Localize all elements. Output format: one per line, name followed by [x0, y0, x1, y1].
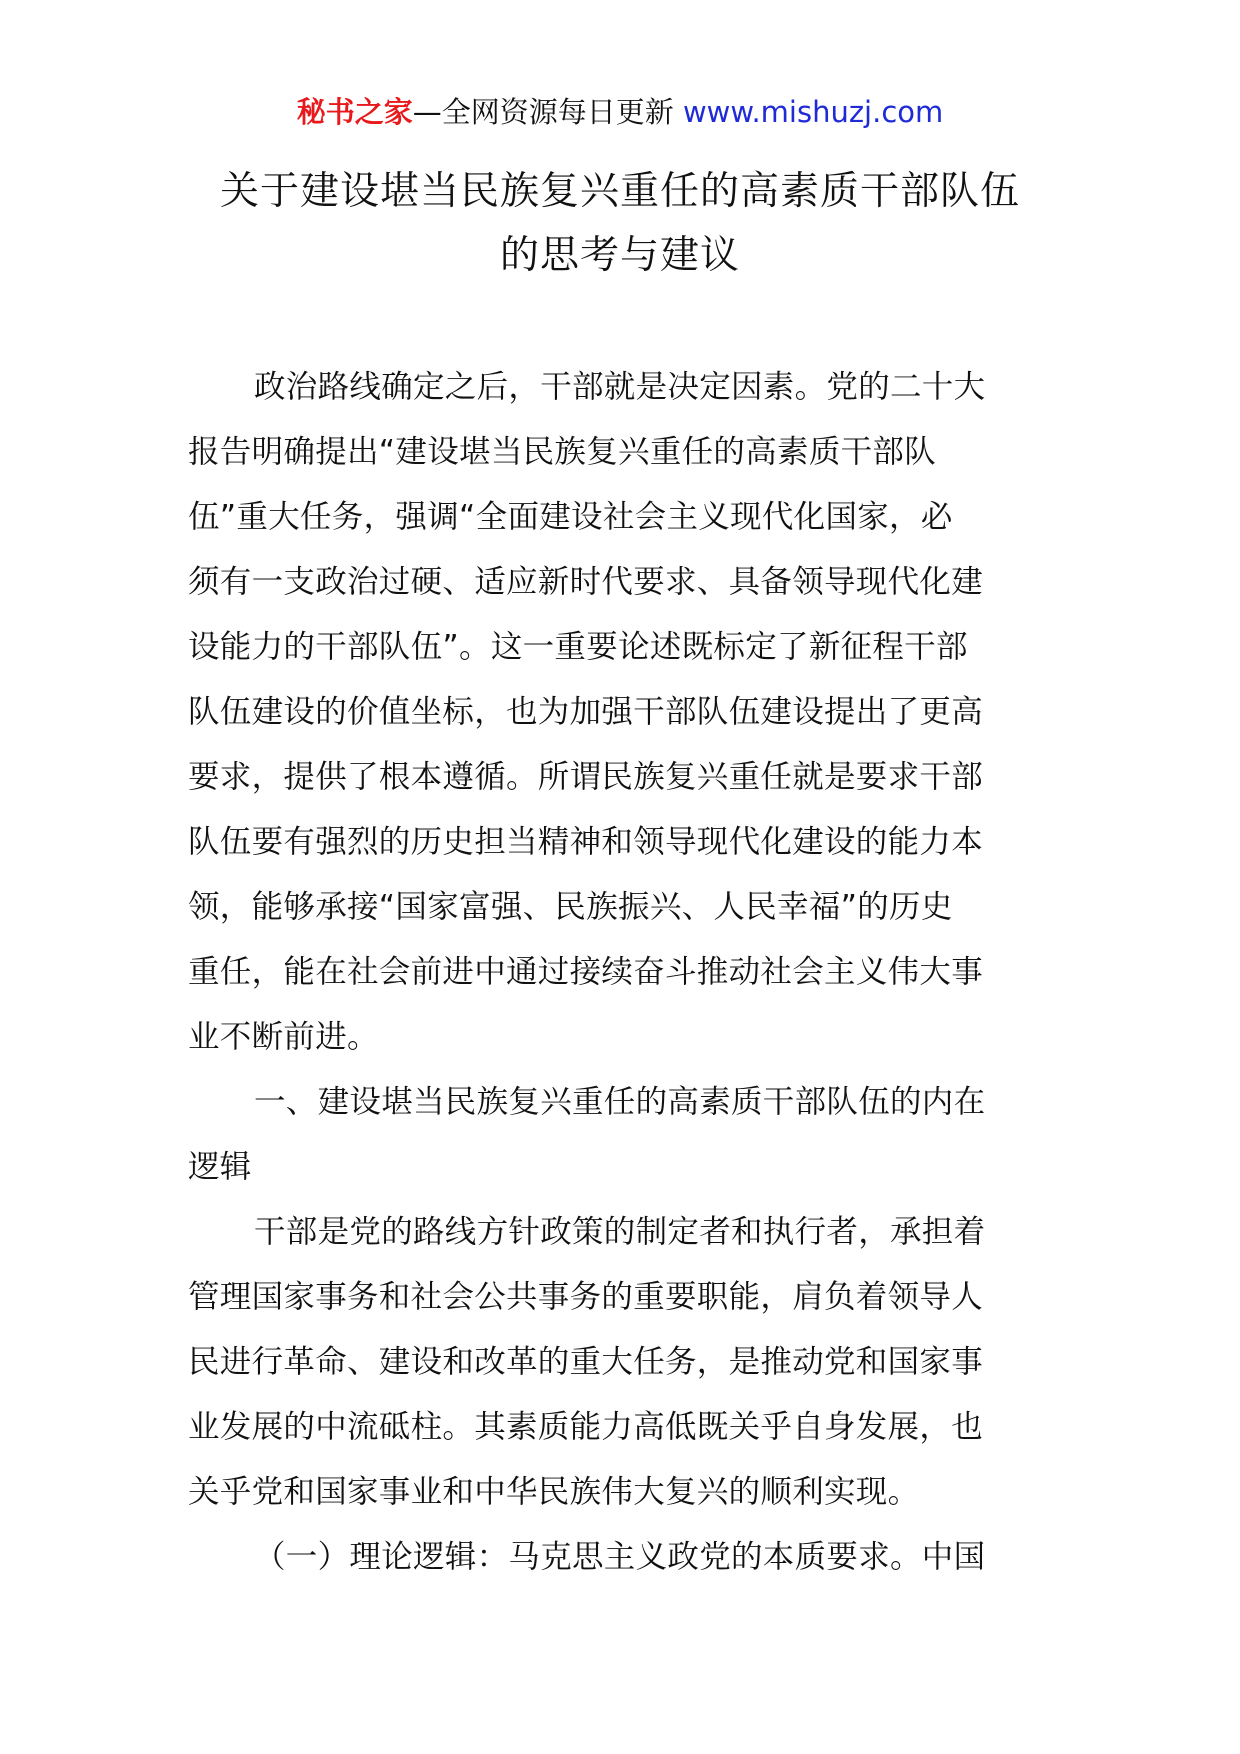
subsection-heading-1 [188, 1525, 1056, 1590]
document-title [120, 160, 1120, 288]
document-body [188, 355, 1056, 1590]
body-line: 要求，提供了根本遵循。所谓民族复兴重任就是要求干部 [188, 759, 984, 795]
paragraph-intro [188, 355, 1056, 1070]
heading-line: 逻辑 [188, 1149, 252, 1185]
site-url-link[interactable]: www.mishuzj.com [682, 95, 944, 129]
section-heading-1 [188, 1070, 1056, 1200]
body-line: （一）理论逻辑：马克思主义政党的本质要求。中国 [254, 1539, 986, 1575]
body-line: 队伍要有强烈的历史担当精神和领导现代化建设的能力本 [188, 824, 984, 860]
paragraph-cadres [188, 1200, 1056, 1525]
body-line: 报告明确提出“建设堪当民族复兴重任的高素质干部队 [188, 434, 937, 470]
title-line-2: 的思考与建议 [499, 233, 740, 278]
site-tagline: —全网资源每日更新 [412, 95, 683, 129]
body-line: 重任，能在社会前进中通过接续奋斗推动社会主义伟大事 [188, 954, 984, 990]
body-line: 伍”重大任务，强调“全面建设社会主义现代化国家，必 [188, 499, 953, 535]
body-line: 民进行革命、建设和改革的重大任务，是推动党和国家事 [188, 1344, 984, 1380]
title-line-1: 关于建设堪当民族复兴重任的高素质干部队伍 [219, 169, 1020, 214]
site-brand: 秘书之家 [296, 95, 413, 129]
body-line: 领，能够承接“国家富强、民族振兴、人民幸福”的历史 [188, 889, 953, 925]
site-header [0, 92, 1240, 132]
body-line: 业发展的中流砥柱。其素质能力高低既关乎自身发展，也 [188, 1409, 984, 1445]
body-line: 政治路线确定之后，干部就是决定因素。党的二十大 [254, 369, 986, 405]
body-line: 关乎党和国家事业和中华民族伟大复兴的顺利实现。 [188, 1474, 920, 1510]
heading-line: 一、建设堪当民族复兴重任的高素质干部队伍的内在 [254, 1084, 986, 1120]
body-line: 须有一支政治过硬、适应新时代要求、具备领导现代化建 [188, 564, 984, 600]
body-line: 管理国家事务和社会公共事务的重要职能，肩负着领导人 [188, 1279, 984, 1315]
body-line: 业不断前进。 [188, 1019, 379, 1055]
body-line: 干部是党的路线方针政策的制定者和执行者，承担着 [254, 1214, 986, 1250]
body-line: 设能力的干部队伍”。这一重要论述既标定了新征程干部 [188, 629, 968, 665]
body-line: 队伍建设的价值坐标，也为加强干部队伍建设提出了更高 [188, 694, 984, 730]
